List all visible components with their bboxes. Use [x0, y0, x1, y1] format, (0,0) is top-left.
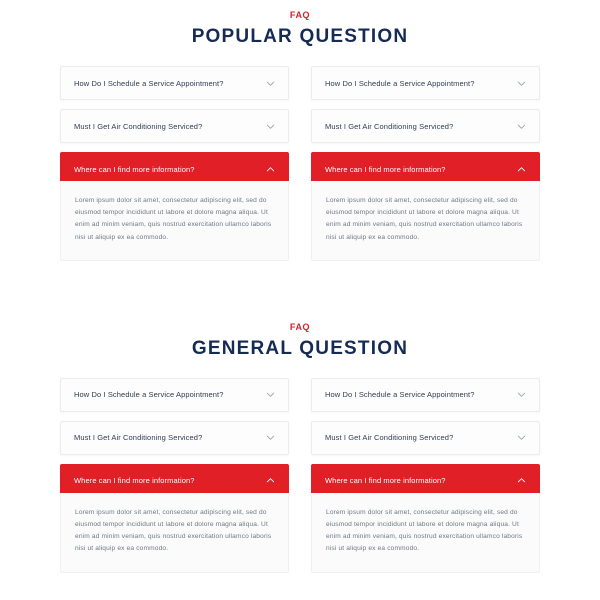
faq-question-toggle[interactable] [60, 421, 289, 455]
faq-question-label: Must I Get Air Conditioning Serviced? [74, 433, 203, 443]
section-eyebrow: FAQ [289, 321, 311, 332]
faq-question-toggle[interactable] [311, 66, 540, 100]
faq-item-expanded [60, 464, 289, 573]
chevron-up-icon[interactable] [517, 476, 526, 485]
faq-question-toggle[interactable] [311, 109, 540, 143]
faq-item-expanded [60, 152, 289, 261]
faq-answer-text: Lorem ipsum dolor sit amet, consectetur adipiscing elit, sed do eiusmod tempor incididunt ut labore et dolore magna aliqua. Ut enim ad minim veniam, quis nostrud exercitation ullamco laboris nisi ut aliquip ex ea commodo. [75, 197, 272, 241]
faq-question-label: How Do I Schedule a Service Appointment? [74, 390, 224, 400]
chevron-up-icon[interactable] [517, 165, 526, 174]
page-title: GENERAL QUESTION [191, 337, 409, 359]
faq-item [311, 66, 540, 100]
chevron-up-icon[interactable] [266, 165, 275, 174]
faq-question-label: Must I Get Air Conditioning Serviced? [325, 433, 454, 443]
faq-question-label: How Do I Schedule a Service Appointment? [325, 390, 475, 400]
chevron-down-icon[interactable] [266, 79, 275, 88]
faq-question-toggle[interactable] [311, 378, 540, 412]
faq-column-right [311, 378, 540, 582]
faq-column-left [60, 66, 289, 270]
faq-question-toggle[interactable] [60, 378, 289, 412]
faq-section-general [0, 300, 600, 582]
chevron-down-icon[interactable] [266, 390, 275, 399]
faq-answer-text: Lorem ipsum dolor sit amet, consectetur adipiscing elit, sed do eiusmod tempor incididunt ut labore et dolore magna aliqua. Ut enim ad minim veniam, quis nostrud exercitation ullamco laboris nisi ut aliquip ex ea commodo. [75, 508, 272, 553]
faq-answer-panel [60, 181, 289, 261]
faq-answer-text: Lorem ipsum dolor sit amet, consectetur adipiscing elit, sed do eiusmod tempor incididunt ut labore et dolore magna aliqua. Ut enim ad minim veniam, quis nostrud exercitation ullamco laboris nisi ut aliquip ex ea commodo. [326, 197, 523, 241]
faq-item [60, 66, 289, 100]
faq-item-expanded [311, 464, 540, 573]
chevron-down-icon[interactable] [266, 433, 275, 442]
faq-item [311, 421, 540, 455]
faq-question-toggle[interactable] [60, 66, 289, 100]
chevron-down-icon[interactable] [517, 122, 526, 131]
faq-question-toggle[interactable] [60, 109, 289, 143]
faq-answer-text: Lorem ipsum dolor sit amet, consectetur adipiscing elit, sed do eiusmod tempor incididunt ut labore et dolore magna aliqua. Ut enim ad minim veniam, quis nostrud exercitation ullamco laboris nisi ut aliquip ex ea commodo. [326, 508, 523, 553]
faq-question-label: Where can I find more information? [325, 476, 446, 486]
faq-item [60, 378, 289, 412]
faq-question-label: Where can I find more information? [74, 476, 195, 486]
faq-question-label: How Do I Schedule a Service Appointment? [325, 78, 475, 88]
chevron-down-icon[interactable] [517, 390, 526, 399]
faq-item [60, 109, 289, 143]
faq-grid [60, 378, 540, 582]
chevron-up-icon[interactable] [266, 476, 275, 485]
faq-answer-panel [311, 493, 540, 573]
page-title: POPULAR QUESTION [191, 26, 409, 47]
chevron-down-icon[interactable] [517, 433, 526, 442]
faq-answer-panel [311, 181, 540, 261]
faq-question-label: How Do I Schedule a Service Appointment? [74, 78, 224, 88]
faq-column-right [311, 66, 540, 270]
faq-question-label: Where can I find more information? [325, 164, 446, 174]
faq-question-label: Must I Get Air Conditioning Serviced? [325, 121, 454, 131]
faq-item [311, 109, 540, 143]
chevron-down-icon[interactable] [517, 79, 526, 88]
faq-answer-panel [60, 493, 289, 573]
faq-column-left [60, 378, 289, 582]
chevron-down-icon[interactable] [266, 122, 275, 131]
faq-question-label: Must I Get Air Conditioning Serviced? [74, 121, 203, 131]
faq-item-expanded [311, 152, 540, 261]
faq-item [311, 378, 540, 412]
faq-question-label: Where can I find more information? [74, 164, 195, 174]
faq-section-popular [0, 0, 600, 270]
section-divider-space [0, 270, 600, 300]
faq-question-toggle[interactable] [311, 421, 540, 455]
faq-item [60, 421, 289, 455]
section-eyebrow: FAQ [289, 10, 311, 20]
faq-grid [60, 66, 540, 270]
